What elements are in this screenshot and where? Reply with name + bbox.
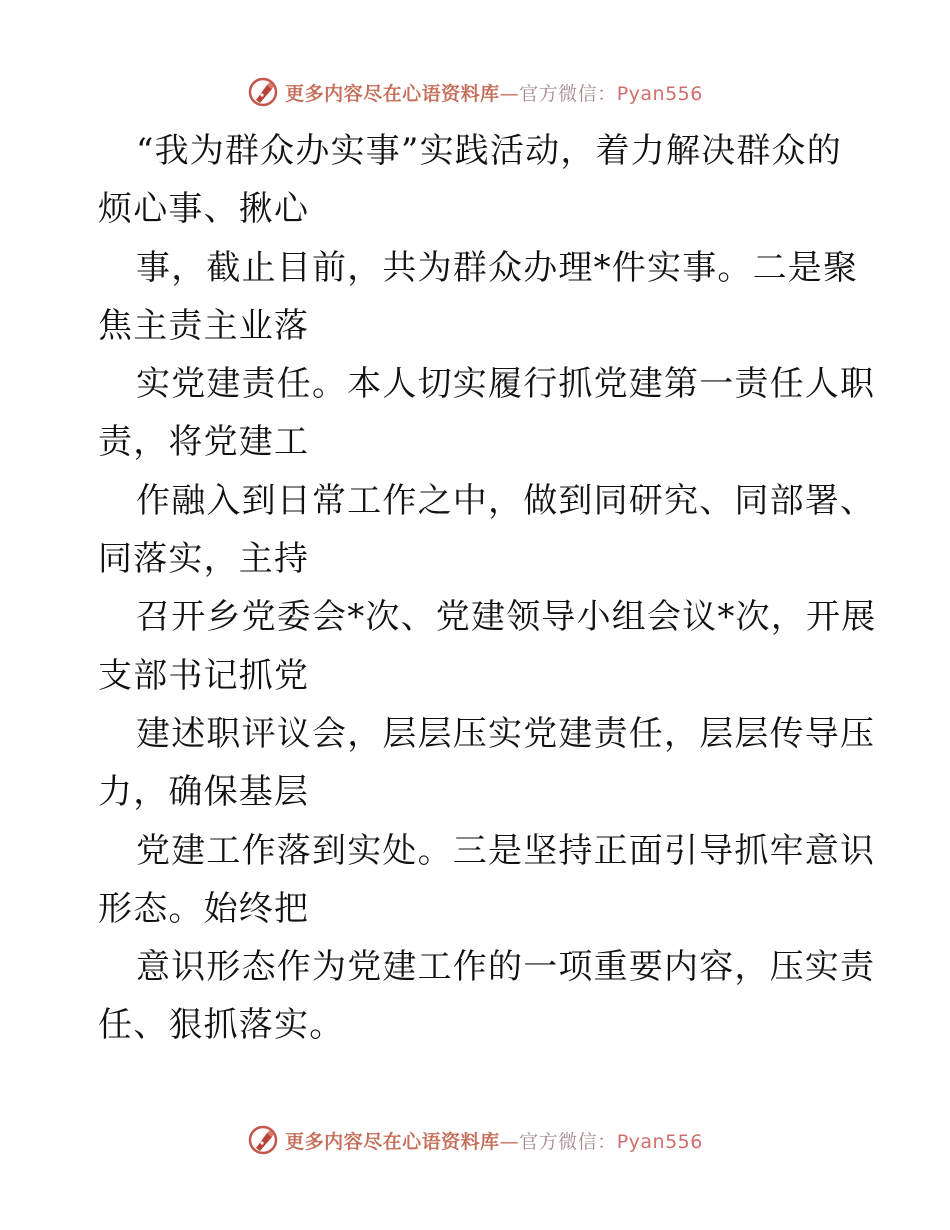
body-line: 建述职评议会，层层压实党建责任，层层传导压 bbox=[136, 713, 876, 754]
body-line: “我为群众办实事”实践活动，着力解决群众的 bbox=[136, 131, 842, 171]
watermark-text: 更多内容尽在心语资料库—官方微信：Pyan556 bbox=[285, 1130, 703, 1153]
watermark-text: 更多内容尽在心语资料库—官方微信：Pyan556 bbox=[285, 82, 703, 105]
header-watermark bbox=[0, 72, 950, 112]
body-line: 党建工作落到实处。三是坚持正面引导抓牢意识 bbox=[136, 830, 876, 871]
pen-nib-circle-icon bbox=[247, 1124, 279, 1156]
body-line: 烦心事、揪心 bbox=[98, 189, 310, 230]
body-line: 作融入到日常工作之中，做到同研究、同部署、 bbox=[136, 480, 876, 521]
body-line: 焦主责主业落 bbox=[98, 305, 310, 346]
body-line: 任、狠抓落实。 bbox=[98, 1005, 345, 1046]
body-line: 同落实，主持 bbox=[98, 539, 310, 580]
body-line: 实党建责任。本人切实履行抓党建第一责任人职 bbox=[136, 364, 876, 405]
document-body bbox=[98, 122, 877, 1055]
body-line: 支部书记抓党 bbox=[98, 655, 310, 696]
body-line: 形态。始终把 bbox=[98, 888, 310, 929]
pen-nib-circle-icon bbox=[247, 76, 279, 108]
footer-watermark bbox=[0, 1120, 950, 1160]
body-line: 责，将党建工 bbox=[98, 422, 310, 463]
body-line: 召开乡党委会*次、党建领导小组会议*次，开展 bbox=[136, 597, 877, 638]
body-line: 事，截止目前，共为群众办理*件实事。二是聚 bbox=[136, 247, 859, 288]
body-line: 意识形态作为党建工作的一项重要内容，压实责 bbox=[136, 947, 876, 988]
body-line: 力，确保基层 bbox=[98, 772, 310, 813]
